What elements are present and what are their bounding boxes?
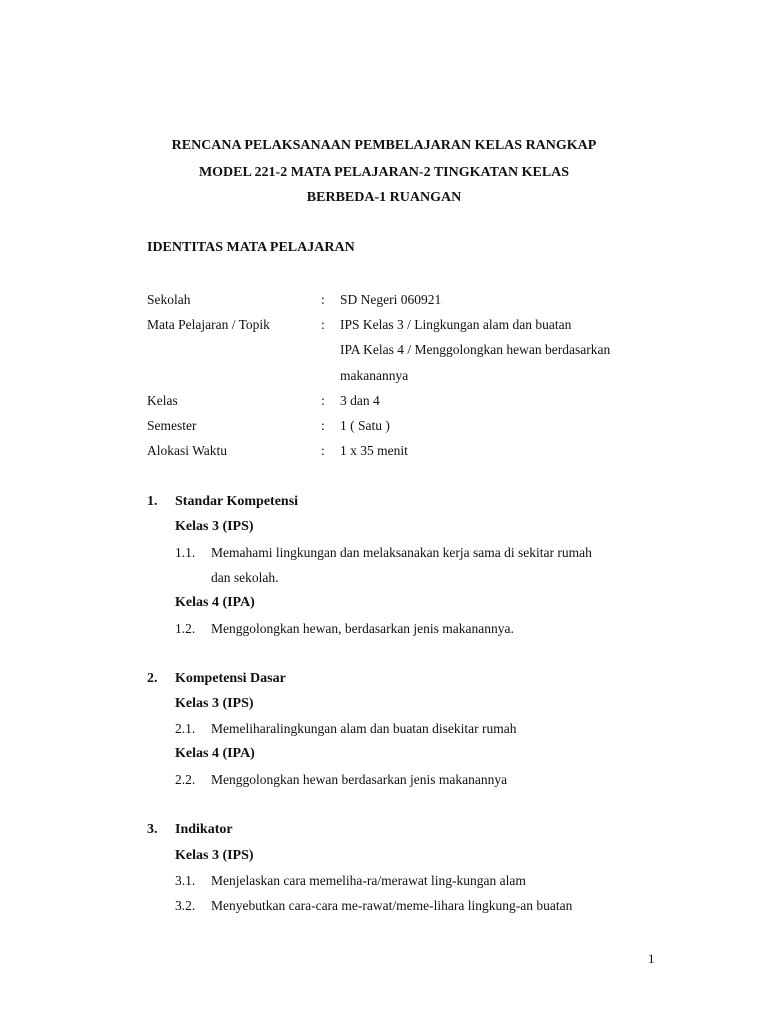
ident-value-mapel-line-1: IPS Kelas 3 / Lingkungan alam dan buatan — [340, 317, 572, 332]
ident-colon: : — [321, 317, 325, 332]
section-number: 2. — [147, 671, 158, 686]
section-number: 1. — [147, 494, 158, 509]
ident-colon: : — [321, 443, 325, 458]
item-text: Menjelaskan cara memeliha-ra/merawat ling-kungan alam — [211, 873, 526, 888]
ident-value-alokasi: 1 x 35 menit — [340, 443, 408, 458]
item-number: 3.2. — [175, 898, 196, 913]
ident-label-sekolah: Sekolah — [147, 292, 191, 307]
ident-label-mapel: Mata Pelajaran / Topik — [147, 317, 270, 332]
subheading-kelas-3: Kelas 3 (IPS) — [175, 848, 254, 863]
ident-colon: : — [321, 418, 325, 433]
item-number: 1.1. — [175, 545, 196, 560]
subheading-kelas-4: Kelas 4 (IPA) — [175, 595, 255, 610]
item-number: 2.2. — [175, 772, 196, 787]
subheading-kelas-4: Kelas 4 (IPA) — [175, 746, 255, 761]
subheading-kelas-3: Kelas 3 (IPS) — [175, 519, 254, 534]
doc-title-line-2: MODEL 221-2 MATA PELAJARAN-2 TINGKATAN KELAS — [198, 165, 570, 180]
ident-value-sekolah: SD Negeri 060921 — [340, 292, 442, 307]
item-text-continued: dan sekolah. — [211, 570, 279, 585]
ident-colon: : — [321, 393, 325, 408]
doc-title-line-1: RENCANA PELAKSANAAN PEMBELAJARAN KELAS RANGKAP — [171, 138, 597, 153]
ident-label-alokasi: Alokasi Waktu — [147, 443, 228, 458]
ident-value-semester: 1 ( Satu ) — [340, 418, 390, 433]
section-title-indikator: Indikator — [175, 822, 233, 837]
subheading-kelas-3: Kelas 3 (IPS) — [175, 696, 254, 711]
section-number: 3. — [147, 822, 158, 837]
item-number: 3.1. — [175, 873, 196, 888]
item-number: 1.2. — [175, 621, 196, 636]
ident-value-mapel-line-3: makanannya — [340, 368, 409, 383]
item-text: Menyebutkan cara-cara me-rawat/meme-lihara lingkung-an buatan — [211, 898, 573, 913]
ident-colon: : — [321, 292, 325, 307]
item-number: 2.1. — [175, 721, 196, 736]
ident-label-semester: Semester — [147, 418, 197, 433]
ident-label-kelas: Kelas — [147, 393, 178, 408]
item-text: Memeliharalingkungan alam dan buatan disekitar rumah — [211, 721, 517, 736]
ident-value-kelas: 3 dan 4 — [340, 393, 380, 408]
section-title-standar-kompetensi: Standar Kompetensi — [175, 494, 299, 509]
item-text: Menggolongkan hewan, berdasarkan jenis makanannya. — [211, 621, 514, 636]
section-title-kompetensi-dasar: Kompetensi Dasar — [175, 671, 286, 686]
page-number: 1 — [648, 951, 655, 966]
doc-title-line-3: BERBEDA-1 RUANGAN — [306, 190, 462, 205]
item-text: Menggolongkan hewan berdasarkan jenis makanannya — [211, 772, 508, 787]
identitas-heading: IDENTITAS MATA PELAJARAN — [147, 240, 355, 255]
item-text: Memahami lingkungan dan melaksanakan kerja sama di sekitar rumah — [211, 545, 592, 560]
ident-value-mapel-line-2: IPA Kelas 4 / Menggolongkan hewan berdasarkan — [340, 342, 611, 357]
